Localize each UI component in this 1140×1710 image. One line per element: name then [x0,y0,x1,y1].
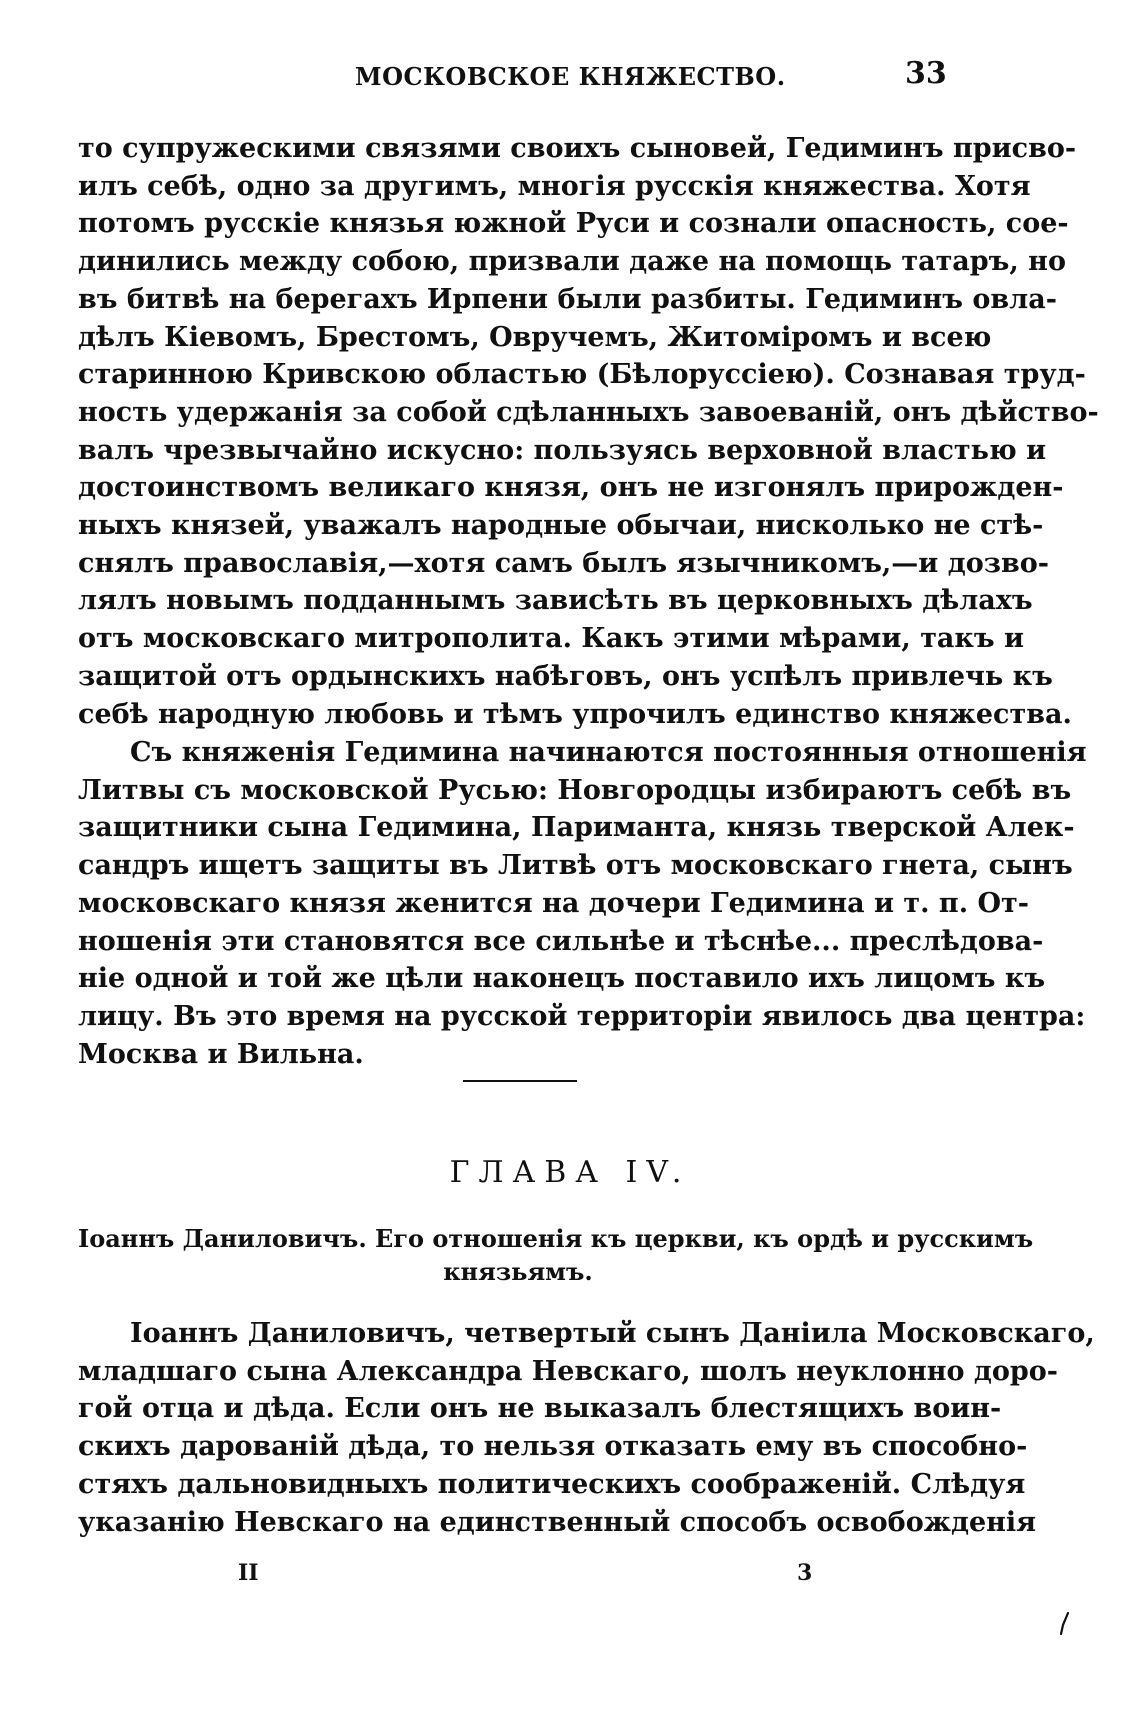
text-line: стяхъ дальновидныхъ политическихъ соображеній. Слѣдуя [78,1468,1026,1500]
text-line: Съ княженія Гедимина начинаются постоянныя отношенія [130,737,1087,768]
chapter-subtitle [78,1222,1034,1288]
text-line: защитой отъ ордынскихъ набѣговъ, онъ успѣлъ привлечь къ [78,660,1053,692]
paragraph-2 [78,734,1087,1073]
ink-mark-icon [1060,1612,1070,1636]
text-line: динились между собою, призвали даже на помощь татаръ, но [78,246,1066,278]
text-line: валъ чрезвычайно искусно: пользуясь верховной властью и [78,434,1047,466]
text-line: сандръ ищетъ защиты въ Литвѣ отъ московскаго гнета, сынъ [78,850,1073,882]
text-line: то супружескими связями своихъ сыновей, Гедиминъ присво- [78,133,1077,164]
paragraph-1 [78,130,1099,733]
text-line: ность удержанія за собой сдѣланныхъ завоеваній, онъ дѣйство- [78,396,1099,428]
text-line: указанію Невскаго на единственный способъ освобожденія [78,1506,1037,1538]
text-line: старинною Кривскою областью (Бѣлоруссіею). Сознавая труд- [78,359,1086,391]
text-line: потомъ русскіе князья южной Руси и сознали опасность, сое- [78,208,1069,240]
text-line: снялъ православія,—хотя самъ былъ язычникомъ,—и дозво- [78,547,1049,579]
text-line: московскаго князя женится на дочери Гедимина и т. п. От- [78,887,1029,919]
paragraph-3 [78,1315,1095,1541]
page-number: 33 [905,56,947,91]
chapter-subtitle-line: князьямъ. [443,1257,593,1286]
text-line: защитники сына Гедимина, Париманта, князь тверской Алек- [78,812,1075,844]
text-line: лялъ новымъ подданнымъ зависѣть въ церковныхъ дѣлахъ [78,585,1033,617]
text-line: ныхъ князей, уважалъ народные обычаи, нисколько не стѣ- [78,510,1044,542]
chapter-subtitle-line: Іоаннъ Даниловичъ. Его отношенія къ церкви, къ ордѣ и русскимъ [78,1224,1034,1253]
text-line: въ битвѣ на берегахъ Ирпени были разбиты. Гедиминъ овла- [78,283,1057,315]
signature-mark-left: II [238,1560,259,1586]
text-line: Литвы съ московской Русью: Новгородцы избираютъ себѣ въ [78,774,1072,806]
chapter-heading: ГЛАВА IV. [449,1155,691,1190]
text-line: Іоаннъ Даниловичъ, четвертый сынъ Даніила Московскаго, [130,1318,1095,1349]
text-line: скихъ дарованій дѣда, то нельзя отказать ему въ способно- [78,1431,1028,1463]
text-line: себѣ народную любовь и тѣмъ упрочилъ единство княжества. [78,698,1072,730]
text-line: ніе одной и той же цѣли наконецъ поставило ихъ лицомъ къ [78,963,1046,995]
text-line: ношенія эти становятся все сильнѣе и тѣснѣе... преслѣдова- [78,925,1044,957]
text-line: лицу. Въ это время на русской территоріи явилось два центра: [78,1000,1086,1032]
text-line: гой отца и дѣда. Если онъ не выказалъ блестящихъ воин- [78,1393,1002,1425]
section-divider [463,1080,577,1082]
signature-mark-right: 3 [797,1560,813,1586]
running-title: МОСКОВСКОЕ КНЯЖЕСТВО. [355,62,786,91]
text-line: младшаго сына Александра Невскаго, шолъ неуклонно доро- [78,1355,1058,1387]
text-line: илъ себѣ, одно за другимъ, многія русскія княжества. Хотя [78,170,1031,202]
text-line: отъ московскаго митрополита. Какъ этими мѣрами, такъ и [78,623,1025,655]
text-line: достоинствомъ великаго князя, онъ не изгонялъ прирожден- [78,472,1064,504]
text-line: дѣлъ Кіевомъ, Брестомъ, Овручемъ, Житоміромъ и всею [78,321,992,353]
text-line: Москва и Вильна. [78,1038,364,1070]
